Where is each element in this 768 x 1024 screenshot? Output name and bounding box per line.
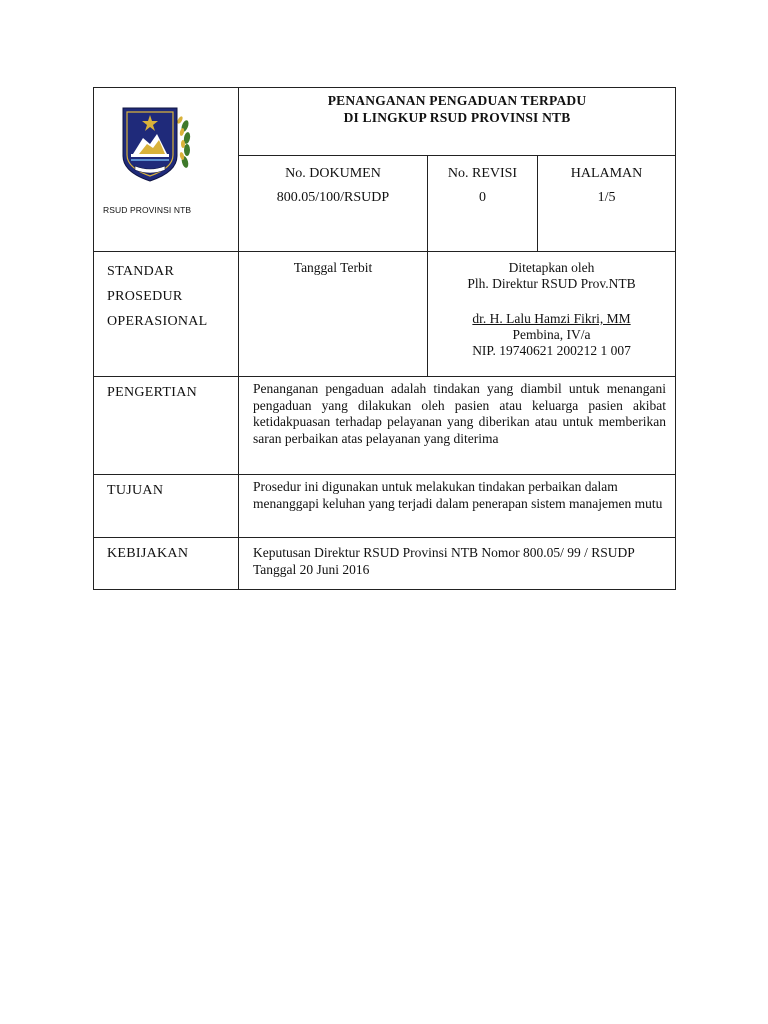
pengertian-label: PENGERTIAN <box>94 377 239 475</box>
document-title <box>239 88 676 156</box>
sop-label-line-1: STANDAR <box>107 264 175 279</box>
issue-date-label: Tanggal Terbit <box>293 260 373 275</box>
approver-name: dr. H. Lalu Hamzi Fikri, MM <box>472 311 631 326</box>
tujuan-label: TUJUAN <box>94 475 239 538</box>
kebijakan-text: Keputusan Direktur RSUD Provinsi NTB Nomor 800.05/ 99 / RSUDP Tanggal 20 Juni 2016 <box>239 538 676 590</box>
approval-cell <box>428 252 676 377</box>
sop-table <box>93 87 676 590</box>
approver-rank: Pembina, IV/a <box>512 327 591 342</box>
tujuan-text: Prosedur ini digunakan untuk melakukan tindakan perbaikan dalam menanggapi keluhan yang terjadi dalam penerapan sistem manajemen mutu <box>239 475 676 538</box>
sop-label-line-2: PROSEDUR <box>107 289 183 304</box>
approver-nip: NIP. 19740621 200212 1 007 <box>472 343 631 358</box>
approver-title: Plh. Direktur RSUD Prov.NTB <box>467 276 636 291</box>
kebijakan-label: KEBIJAKAN <box>94 538 239 590</box>
issue-date-cell <box>239 252 428 377</box>
revision-value: 0 <box>479 190 486 205</box>
doc-number-value: 800.05/100/RSUDP <box>276 190 390 205</box>
sop-document <box>93 87 675 590</box>
page-label: HALAMAN <box>570 166 643 181</box>
approved-by-label: Ditetapkan oleh <box>508 260 595 275</box>
pengertian-text: Penanganan pengaduan adalah tindakan yang diambil untuk menangani pengaduan yang dilakukan oleh pasien atau keluarga pasien akibat ketidakpuasan terhadap pelayanan yang diberikan atau untuk memberikan saran perbaikan atas pelayanan yang diterima <box>239 377 676 475</box>
revision-label: No. REVISI <box>447 166 518 181</box>
page-value: 1/5 <box>597 190 616 205</box>
provincial-coat-of-arms-icon <box>119 104 193 184</box>
sop-label-cell <box>94 252 239 377</box>
title-line-1: PENANGANAN PENGADUAN TERPADU <box>327 93 587 108</box>
revision-cell <box>428 156 538 252</box>
logo-cell <box>94 88 239 252</box>
org-caption: RSUD PROVINSI NTB <box>103 205 192 215</box>
doc-number-cell <box>239 156 428 252</box>
page-cell <box>538 156 676 252</box>
sop-label-line-3: OPERASIONAL <box>107 314 208 329</box>
title-line-2: DI LINGKUP RSUD PROVINSI NTB <box>343 109 571 125</box>
doc-number-label: No. DOKUMEN <box>285 166 381 181</box>
